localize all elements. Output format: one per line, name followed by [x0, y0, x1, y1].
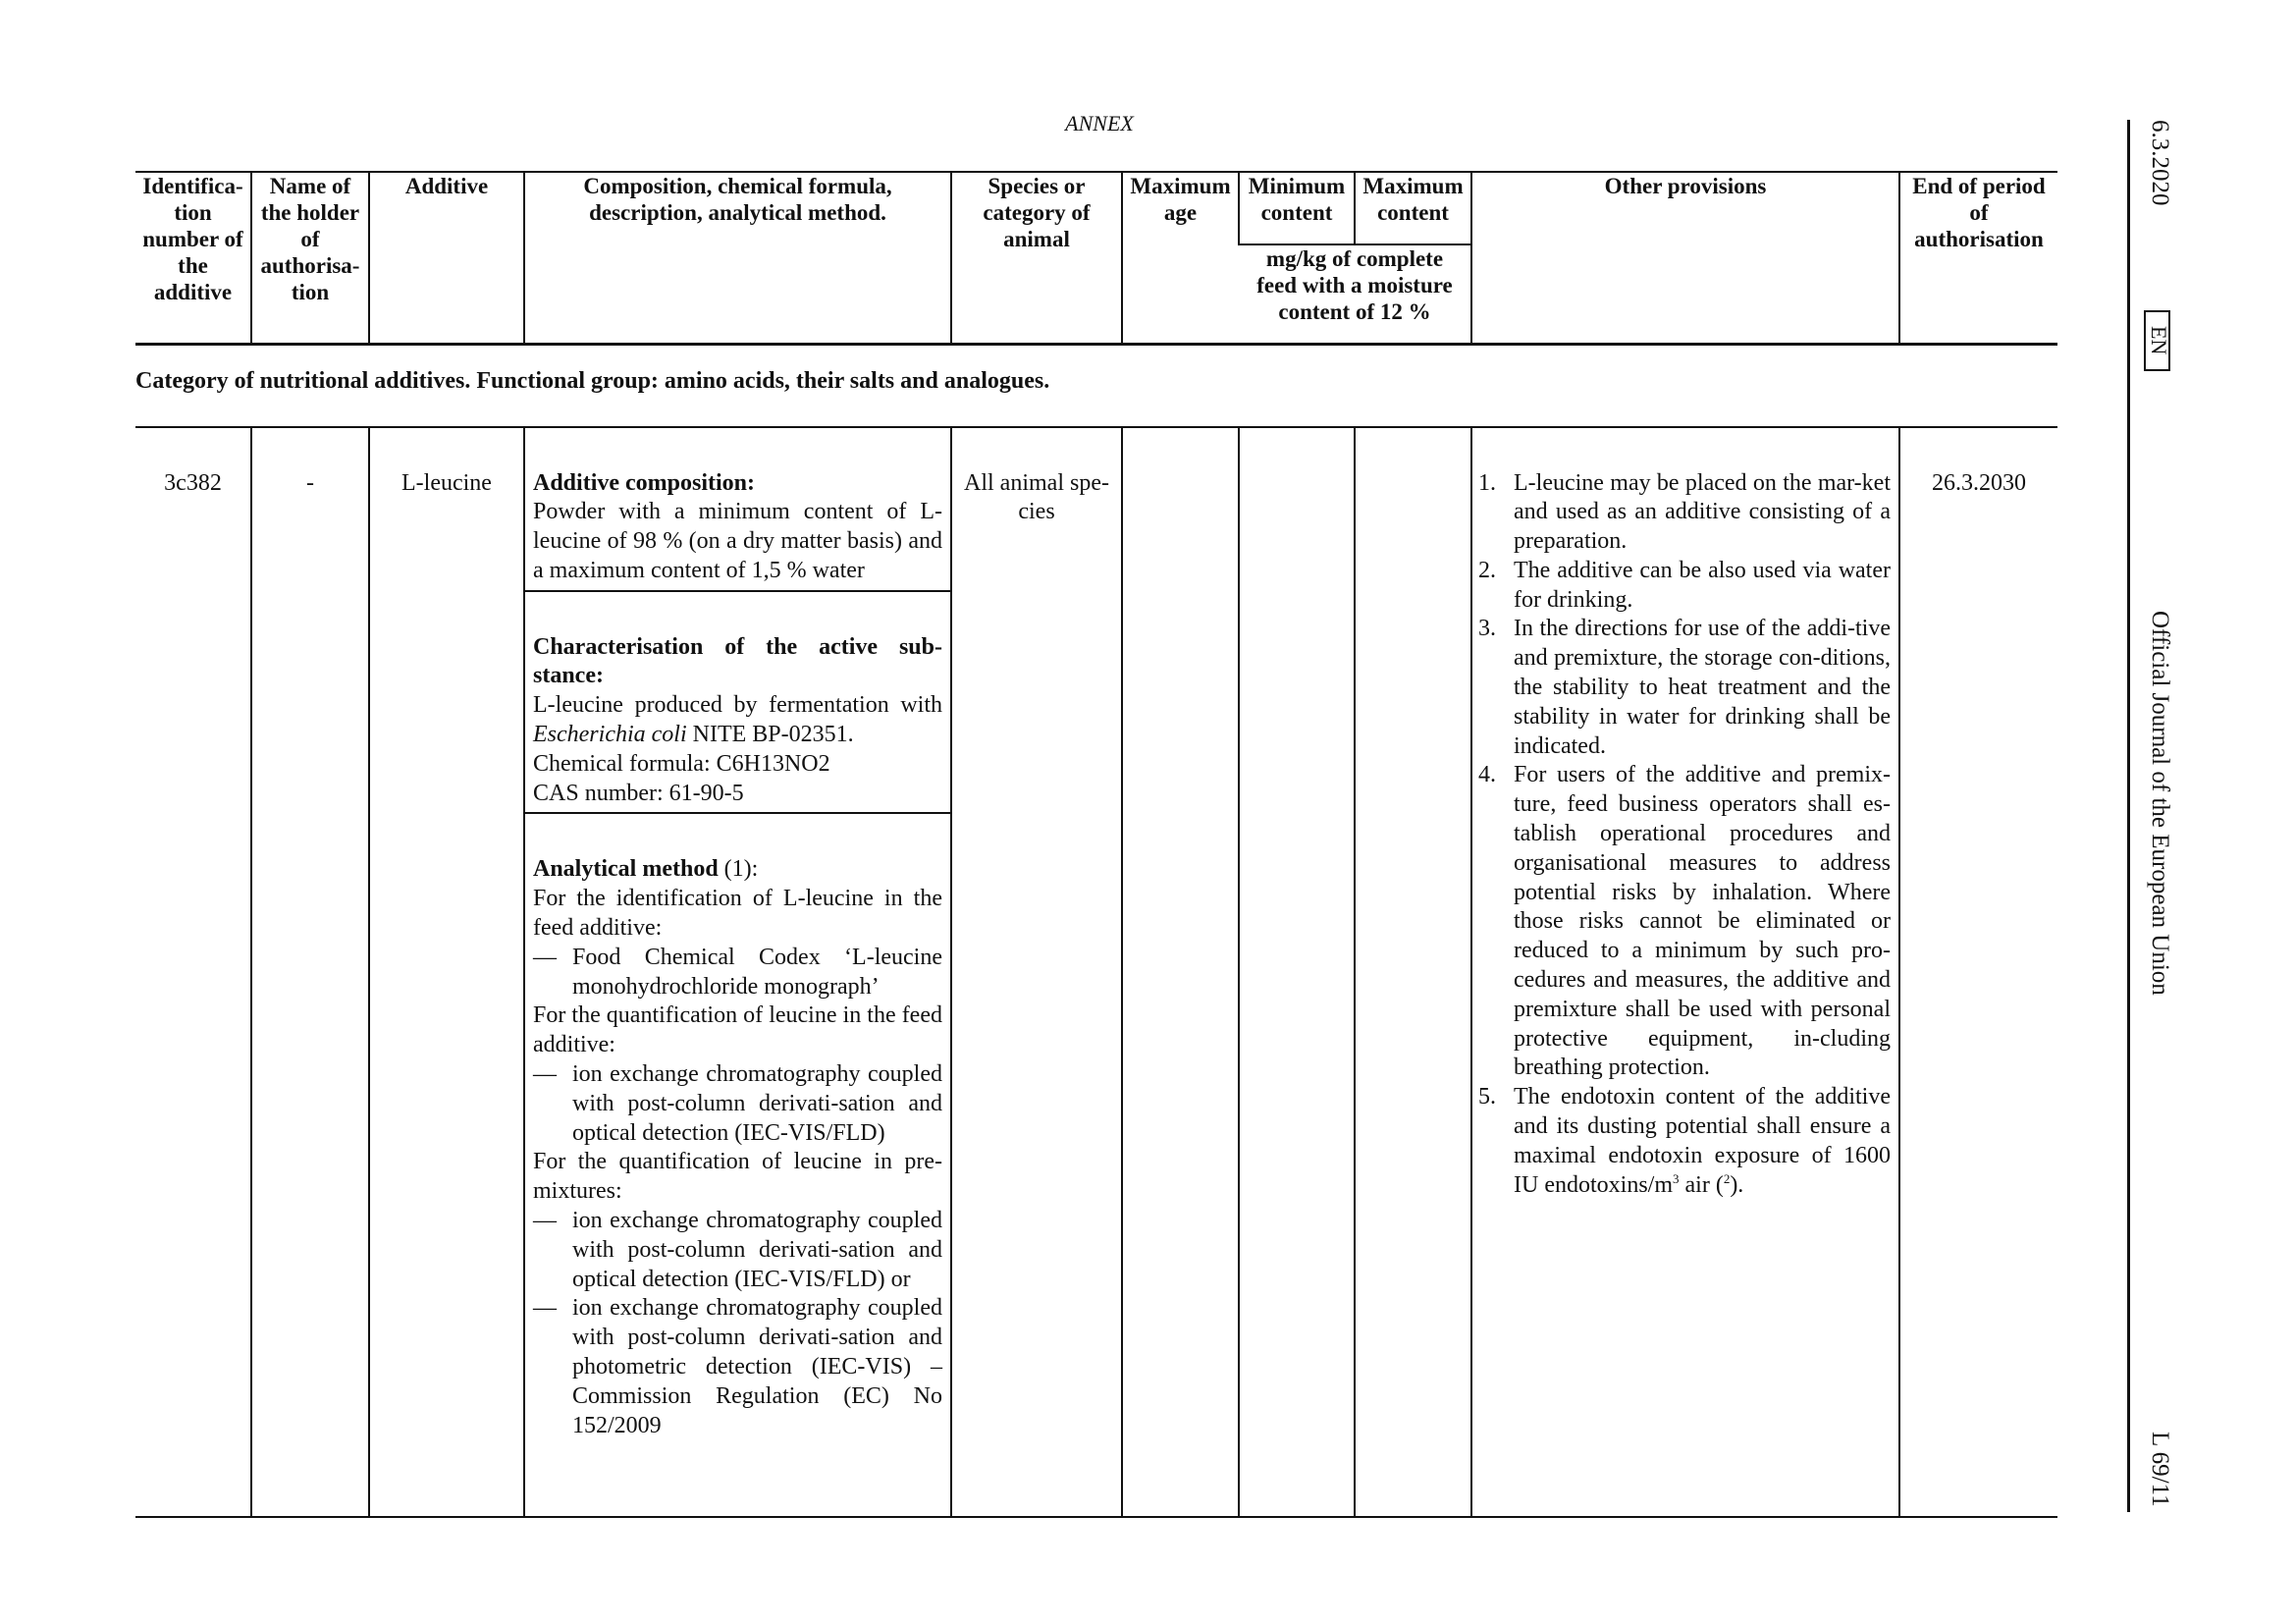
intro-quant-premix: For the quantification of leucine in pre-mixtures: [533, 1149, 942, 1205]
characterisation-line: L-leucine produced by fermentation with Escherichia coli NITE BP-02351. [533, 692, 942, 748]
cell-max-age [1122, 427, 1239, 1517]
cell-holder: - [251, 427, 369, 1517]
header-additive: Additive [369, 172, 524, 344]
cell-composition [524, 427, 951, 1517]
header-identification: Identifica- tion number of the additive [135, 172, 251, 344]
composition-box [525, 428, 950, 592]
cell-additive: L-leucine [369, 427, 524, 1517]
chemical-formula: Chemical formula: C6H13NO2 [533, 750, 830, 777]
provisions-list [1472, 428, 1898, 1201]
cell-end-of-period: 26.3.2030 [1899, 427, 2057, 1517]
cell-min-content [1239, 427, 1355, 1517]
margin-page-ref: L 69/11 [2147, 1432, 2173, 1507]
analytical-heading: Analytical method (1): [533, 856, 759, 883]
footnote-ref-1: (1) [723, 856, 752, 883]
header-other-provisions: Other provisions [1471, 172, 1899, 344]
provision-item: 3. In the directions for use of the addi-tive and premixture, the storage con-ditions, the stability to heat treatment and the stability in water for drinking shall be indicated. [1478, 616, 1891, 759]
cell-other-provisions [1471, 427, 1899, 1517]
provision-item: 5. The endotoxin content of the additive and its dusting potential shall ensure a maximal endotoxin exposure of 1600 IU endotoxins/$m^3$ air ($^2$). [1478, 1084, 1891, 1198]
provision-item: 1. L-leucine may be placed on the mar-ket and used as an additive consisting of a preparation. [1478, 469, 1891, 555]
cell-species: All animal spe- cies [951, 427, 1122, 1517]
list-item: — Food Chemical Codex ‘L-leucine monohydrochloride monograph’ [533, 944, 942, 1000]
list-item: — ion exchange chromatography coupled with post-column derivati-sation and optical detection (IEC-VIS/FLD) [533, 1061, 942, 1146]
cell-max-content [1355, 427, 1471, 1517]
provision-item: 4. For users of the additive and premix-ture, feed business operators shall es-tablish operational procedures and organisational measures to address potential risks by inhalation. Where those risks cannot be eliminated or reduced to a minimum by such pro-cedures and measures, the additive and premixture shall be used with personal protective equipment, in-cluding breathing protection. [1478, 762, 1891, 1081]
additive-composition-heading: Additive composition: [533, 469, 756, 496]
header-end-of-period: End of period of authorisation [1899, 172, 2057, 344]
annex-label: ANNEX [1065, 111, 1134, 135]
header-max-age: Maximum age [1122, 172, 1239, 344]
margin-language: EN [2147, 326, 2171, 355]
footnote-ref-2: 2 [1723, 1170, 1731, 1186]
list-item: — ion exchange chromatography coupled with post-column derivati-sation and photometric detection (IEC-VIS) – Commission Regulation (EC) No 152/2009 [533, 1295, 942, 1438]
additive-composition-text: Powder with a minimum content of L-leucine of 98 % (on a dry matter basis) and a maximum content of 1,5 % water [533, 499, 942, 583]
intro-identification: For the identification of L-leucine in the feed additive: [533, 886, 942, 942]
provision-item: 2. The additive can be also used via water for drinking. [1478, 557, 1891, 613]
intro-quant-feed: For the quantification of leucine in the feed additive: [533, 1002, 942, 1058]
header-holder: Name of the holder of authorisa- tion [251, 172, 369, 344]
header-content-unit: mg/kg of complete feed with a moisture content of 12 % [1239, 244, 1471, 344]
margin-date: 6.3.2020 [2147, 120, 2173, 206]
header-min-content: Minimum content [1239, 172, 1355, 244]
characterisation-box [525, 592, 950, 815]
cas-number: CAS number: 61-90-5 [533, 780, 744, 806]
header-composition: Composition, chemical formula, description, analytical method. [524, 172, 951, 344]
header-species: Species or category of animal [951, 172, 1122, 344]
list-item: — ion exchange chromatography coupled with post-column derivati-sation and optical detection (IEC-VIS/FLD) or [533, 1208, 942, 1292]
margin-rule [2127, 120, 2130, 1512]
margin-language-box [2144, 310, 2170, 371]
analytical-box [525, 814, 950, 1440]
header-max-content: Maximum content [1355, 172, 1471, 244]
annex-table [135, 171, 2057, 1518]
cell-id-number: 3c382 [135, 427, 251, 1517]
category-line: Category of nutritional additives. Functional group: amino acids, their salts and analogues. [135, 344, 2057, 427]
characterisation-heading: Characterisation of the active sub-stance: [533, 633, 942, 689]
margin-journal-title: Official Journal of the European Union [2147, 611, 2173, 996]
